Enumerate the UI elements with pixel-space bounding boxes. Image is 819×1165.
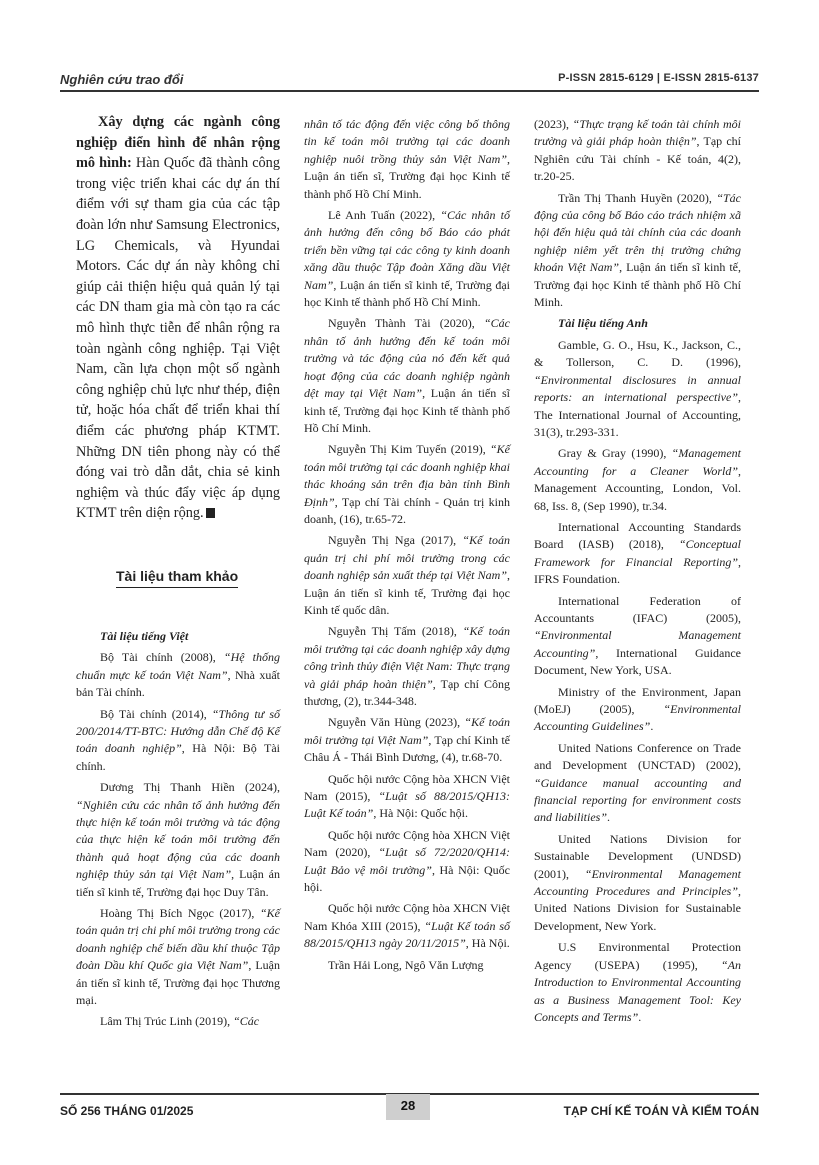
ref-author: Nguyễn Thị Kim Tuyến (2019),: [328, 442, 490, 457]
ref-title: “Kế toán môi trường tại các doanh nghiệp xây dựng công trình thủy điện Việt Nam: Thực trạng và giải pháp hoàn thiện”: [304, 624, 510, 691]
column-3: [534, 116, 741, 1030]
ref-source: , Tạp chí Công thương, (2), tr.344-348.: [304, 676, 510, 708]
reference-item: [534, 684, 741, 736]
header-rule: [60, 90, 759, 92]
ref-title: “Kế toán quản trị chi phí môi trường trong các doanh nghiệp chế biến dầu khí thuộc Tập đoàn Dầu khí Quốc gia Việt Nam”: [76, 905, 280, 973]
reference-continued: [534, 116, 741, 186]
ref-title: “Luật số 72/2020/QH14: Luật Bảo vệ môi trường”: [304, 845, 510, 877]
ref-author: Gamble, G. O., Hsu, K., Jackson, C., & Tollerson, C. D. (1996),: [534, 337, 741, 370]
ref-author: Bộ Tài chính (2008),: [100, 650, 224, 665]
ref-source: , United Nations Division for Sustainable Development, New York.: [534, 884, 741, 933]
ref-author: Gray & Gray (1990),: [558, 446, 672, 461]
ref-list: [76, 649, 280, 1031]
reference-item: [304, 957, 510, 974]
ref-list: [534, 190, 741, 312]
page-number: 28: [386, 1094, 430, 1120]
reference-item: [304, 532, 510, 619]
reference-item: [534, 939, 741, 1026]
ref-title: “An Introduction to Environmental Accounting as a Business Management Tool: Key Concepts and Terms”: [534, 957, 741, 1024]
ref-source: , Tạp chí Kinh tế Châu Á - Thái Bình Dương, (4), tr.68-70.: [304, 732, 510, 765]
ref-author: Lê Anh Tuấn (2022),: [328, 208, 441, 223]
column-1: [76, 112, 280, 1035]
body-paragraph: [76, 112, 280, 524]
column-2: [304, 116, 510, 978]
ref-title: “Guidance manual accounting and financial reporting for environment costs and liabilities”: [534, 775, 741, 825]
ref-source: , Management Accounting, London, Vol. 68, Iss. 8, (Sep 1990), tr.34.: [534, 463, 741, 513]
reference-item: [534, 519, 741, 589]
ref-source: , Hà Nội.: [465, 936, 510, 951]
ref-author: Nguyễn Văn Hùng (2023),: [328, 715, 465, 730]
ref-title: “Luật Kế toán số 88/2015/QH13 ngày 20/11/2015”: [304, 918, 510, 951]
ref-title: “Environmental Management Accounting Procedures and Principles”: [534, 866, 741, 899]
ref-author: Lâm Thị Trúc Linh (2019),: [100, 1014, 234, 1029]
ref-title: “Environmental Management Accounting”: [534, 628, 741, 660]
references-heading: Tài liệu tham khảo: [116, 568, 238, 588]
ref-title: nhân tố tác động đến việc công bố thông tin kế toán môi trường tại các doanh nghiệp nuôi trồng thủy sản Việt Nam”: [304, 117, 510, 166]
ref-source: , Luận án tiến sĩ kinh tế, Trường đại học Kinh tế quốc dân.: [304, 568, 510, 617]
reference-continued: [304, 116, 510, 203]
reference-item: [304, 207, 510, 311]
subheading-vietnamese: Tài liệu tiếng Việt: [100, 628, 189, 643]
ref-source: , Luận án tiến sĩ, Trường đại học Kinh tế thành phố Hồ Chí Minh.: [304, 151, 510, 201]
ref-source: , Luận án tiến sĩ kinh tế, Trường đại học Kinh tế thành phố Hồ Chí Minh.: [304, 277, 510, 310]
ref-source: , Hà Nội: Quốc hội.: [373, 806, 469, 821]
ref-source: .: [607, 810, 611, 825]
reference-item: [76, 706, 280, 776]
ref-author: Quốc hội nước Cộng hòa XHCN Việt Nam (2015),: [304, 771, 510, 804]
subheading-english: Tài liệu tiếng Anh: [558, 316, 648, 331]
reference-item: [534, 740, 741, 827]
ref-author: Trần Hải Long, Ngô Văn Lượng: [328, 957, 484, 972]
ref-title: “Kế toán môi trường tại các doanh nghiệp khai thác khoáng sản trên địa bàn tỉnh Bình Định”: [304, 442, 510, 509]
ref-source: , Hà Nội: Bộ Tài chính.: [76, 741, 280, 773]
ref-list: [534, 337, 741, 1026]
ref-title: “Luật số 88/2015/QH13: Luật Kế toán”: [304, 789, 510, 821]
reference-item: [534, 445, 741, 515]
reference-item: [304, 827, 510, 897]
ref-title: “Environmental disclosures in annual reports: an international perspective”: [534, 372, 741, 405]
reference-item: [76, 1013, 280, 1030]
ref-title: “Tác động của công bố Báo cáo trách nhiệm xã hội đến hiệu quả tài chính của các doanh nghiệp niêm yết trên thị trường chứng khoán Việt Nam”: [534, 190, 741, 275]
ref-title: “Kế toán quản trị chi phí môi trường trong các doanh nghiệp sản xuất thép tại Việt Nam”: [304, 533, 510, 583]
reference-item: [304, 771, 510, 823]
ref-author: International Accounting Standards Board (IASB) (2018),: [534, 519, 741, 552]
ref-author: U.S Environmental Protection Agency (USEPA) (1995),: [534, 940, 741, 972]
ref-source: .: [638, 1009, 642, 1024]
reference-item: [534, 190, 741, 312]
paragraph-text: Hàn Quốc đã thành công trong việc triển khai các dự án thí điểm với sự tham gia của các tập đoàn lớn như Samsung Electronics, LG Chemicals, và Hyundai Motors. Các dự án này không chỉ giúp cải thiện hiệu quả quản lý tại các DN tham gia mà còn tạo ra các mô hình thực tiễn để nhân rộng ra toàn ngành công nghiệp. Tại Việt Nam, cần lựa chọn một số ngành công nghiệp chủ lực như thép, điện tử, hoặc hóa chất để triển khai thí điểm các phương pháp KTMT. Những DN tiên phong này có thể đóng vai trò dẫn dắt, chia sẻ kinh nghiệm và thúc đẩy việc áp dụng KTMT trên diện rộng.: [76, 155, 280, 522]
ref-author: United Nations Division for Sustainable Development (UNDSD) (2001),: [534, 831, 741, 881]
ref-author: Ministry of the Environment, Japan (MoEJ) (2005),: [534, 684, 741, 716]
ref-title: “Các nhân tố ảnh hưởng đến kế toán môi trường và tác động của nó đến kết quả hoạt động của các doanh nghiệp ngành dệt may tại Việt Nam”: [304, 316, 510, 401]
ref-title: “Nghiên cứu các nhân tố ảnh hưởng đến thực hiện kế toán môi trường và tác động của thực hiện kế toán môi trường đến thành quả hoạt động của các doanh nghiệp thủy sản tại Việt Nam”: [76, 797, 280, 882]
issn-label: P-ISSN 2815-6129 | E-ISSN 2815-6137: [558, 72, 759, 84]
ref-author: Trần Thị Thanh Huyền (2020),: [558, 190, 717, 205]
ref-list: [304, 207, 510, 974]
reference-item: [76, 779, 280, 901]
ref-source: , Tạp chí Nghiên cứu Tài chính - Kế toán, 4(2), tr.20-25.: [534, 134, 741, 184]
ref-title: “Hệ thống chuẩn mực kế toán Việt Nam”: [76, 650, 281, 682]
ref-author: Quốc hội nước Cộng hòa XHCN Việt Nam (2020),: [304, 827, 510, 860]
reference-item: [534, 593, 741, 680]
ref-source: .: [650, 719, 654, 734]
ref-title: “Các nhân tố ảnh hưởng đến công bố Báo cáo phát triển bền vững tại các công ty kinh doanh xăng dầu thuộc Tập đoàn Xăng dầu Việt Nam”: [304, 208, 510, 292]
reference-item: [534, 337, 741, 441]
reference-item: [76, 905, 280, 1009]
ref-title: “Kế toán môi trường tại Việt Nam”: [304, 715, 510, 747]
ref-source: , Luận án tiến sĩ kinh tế, Trường đại học Thương mại.: [76, 958, 281, 1007]
ref-source: , Tạp chí Tài chính - Quản trị kinh doanh, (16), tr.65-72.: [304, 494, 510, 526]
ref-author: United Nations Conference on Trade and Development (UNCTAD) (2002),: [534, 740, 741, 773]
ref-author: Nguyễn Thị Tấm (2018),: [328, 624, 463, 639]
ref-source: , IFRS Foundation.: [534, 554, 741, 587]
ref-author: Hoàng Thị Bích Ngọc (2017),: [100, 905, 260, 920]
ref-title: “Environmental Accounting Guidelines”: [534, 702, 741, 734]
reference-item: [304, 714, 510, 766]
ref-source: , Luận án tiến sĩ kinh tế, Trường đại học Kinh tế thành phố Hồ Chí Minh.: [534, 260, 741, 310]
ref-author: Bộ Tài chính (2014),: [100, 706, 212, 721]
reference-item: [76, 649, 280, 701]
reference-item: [304, 315, 510, 437]
reference-item: [304, 623, 510, 710]
ref-author: Nguyễn Thành Tài (2020),: [328, 316, 484, 331]
ref-author: Dương Thị Thanh Hiền (2024),: [100, 780, 280, 795]
ref-source: , Luận án tiến sĩ kinh tế, Trường đại học Duy Tân.: [76, 867, 281, 899]
ref-source: , Nhà xuất bản Tài chính.: [76, 667, 280, 700]
ref-title: “Conceptual Framework for Financial Reporting”: [534, 537, 741, 569]
end-mark-icon: [206, 508, 215, 518]
journal-name: TẠP CHÍ KẾ TOÁN VÀ KIỂM TOÁN: [563, 1104, 759, 1118]
ref-author: (2023),: [534, 117, 573, 131]
ref-title: “Management Accounting for a Cleaner World”: [534, 446, 741, 478]
ref-author: Nguyễn Thị Nga (2017),: [328, 533, 463, 548]
ref-author: Quốc hội nước Cộng hòa XHCN Việt Nam Khóa XIII (2015),: [304, 901, 510, 933]
ref-source: , International Guidance Document, New York, USA.: [534, 645, 741, 678]
section-label: Nghiên cứu trao đổi: [60, 72, 184, 87]
ref-author: International Federation of Accountants (IFAC) (2005),: [534, 593, 741, 625]
issue-label: SỐ 256 THÁNG 01/2025: [60, 1104, 194, 1118]
ref-title: “Thông tư số 200/2014/TT-BTC: Hướng dẫn Chế độ Kế toán doanh nghiệp”: [76, 706, 280, 756]
ref-source: , Hà Nội: Quốc hội.: [304, 862, 510, 895]
reference-item: [304, 900, 510, 952]
reference-item: [304, 441, 510, 528]
ref-title: “Các: [233, 1014, 260, 1029]
ref-title: “Thực trạng kế toán tài chính môi trường và giải pháp hoàn thiện”: [534, 117, 741, 149]
ref-source: , Luận án tiến sĩ kinh tế, Trường đại học Kinh tế thành phố Hồ Chí Minh.: [304, 386, 510, 435]
reference-item: [534, 831, 741, 935]
paragraph-heading: Xây dựng các ngành công nghiệp điển hình để nhân rộng mô hình:: [76, 114, 280, 172]
ref-source: , The International Journal of Accounting, 31(3), tr.293-331.: [534, 390, 741, 439]
